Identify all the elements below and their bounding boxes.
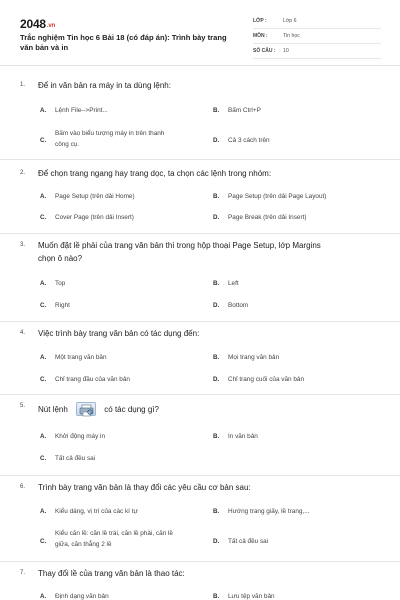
option-letter: A. bbox=[40, 354, 47, 361]
option-letter: A. bbox=[40, 433, 47, 440]
option-d[interactable]: Page Break (trên dải Insert) bbox=[228, 214, 307, 221]
option-c[interactable]: Chỉ trang đầu của văn bản bbox=[55, 376, 130, 383]
question-number: 7. bbox=[20, 570, 26, 576]
meta-value: Tin học bbox=[283, 33, 300, 39]
option-d[interactable]: Tất cả đều sai bbox=[228, 538, 269, 545]
question-number: 4. bbox=[20, 330, 26, 336]
option-c-line-1[interactable]: Kiểu căn lề: căn lề trái, căn lề phải, căn lề bbox=[55, 530, 173, 537]
option-c[interactable]: Tất cả đều sai bbox=[55, 455, 96, 462]
question-6 bbox=[0, 476, 400, 562]
option-d[interactable]: Bottom bbox=[228, 302, 249, 309]
option-letter: C. bbox=[40, 538, 47, 545]
meta-label: LỚP : bbox=[253, 18, 267, 24]
option-letter: B. bbox=[213, 508, 220, 515]
option-letter: A. bbox=[40, 593, 47, 600]
option-letter: B. bbox=[213, 193, 220, 200]
option-b[interactable]: Lưu tệp văn bản bbox=[228, 593, 275, 600]
question-text: Thay đổi lề của trang văn bản là thao tác: bbox=[38, 569, 185, 578]
question-text bbox=[38, 403, 383, 417]
option-letter: C. bbox=[40, 137, 47, 144]
option-letter: D. bbox=[213, 376, 220, 383]
option-letter: B. bbox=[213, 433, 220, 440]
option-letter: A. bbox=[40, 508, 47, 515]
option-letter: D. bbox=[213, 214, 220, 221]
option-letter: D. bbox=[213, 538, 220, 545]
option-a[interactable]: Page Setup (trên dải Home) bbox=[55, 193, 135, 200]
question-number: 2. bbox=[20, 170, 26, 176]
meta-row-class bbox=[253, 14, 381, 29]
option-a[interactable]: Top bbox=[55, 280, 66, 287]
question-5 bbox=[0, 395, 400, 476]
option-a[interactable]: Khởi động máy in bbox=[55, 433, 106, 440]
option-d[interactable]: Chỉ trang cuối của văn bản bbox=[228, 376, 305, 383]
logo-suffix: .vn bbox=[46, 23, 55, 29]
option-c-line-1[interactable]: Bấm vào biểu tượng máy in trên thanh bbox=[55, 130, 165, 137]
option-a[interactable]: Kiểu dáng, vị trí của các kí tự bbox=[55, 508, 138, 515]
option-letter: A. bbox=[40, 280, 47, 287]
question-number: 1. bbox=[20, 82, 26, 88]
option-b[interactable]: Bấm Ctrl+P bbox=[228, 107, 261, 114]
question-7 bbox=[0, 562, 400, 600]
option-b[interactable]: Hướng trang giấy, lề trang,... bbox=[228, 508, 310, 515]
option-b[interactable]: Left bbox=[228, 280, 239, 287]
question-text-line-2: chọn ô nào? bbox=[38, 254, 83, 263]
option-letter: C. bbox=[40, 302, 47, 309]
option-letter: B. bbox=[213, 107, 220, 114]
question-text: Trình bày trang văn bản là thay đổi các yêu cầu cơ bản sau: bbox=[38, 483, 251, 492]
option-letter: A. bbox=[40, 107, 47, 114]
option-letter: D. bbox=[213, 302, 220, 309]
meta-row-count bbox=[253, 44, 381, 59]
meta-value: Lớp 6 bbox=[283, 18, 297, 24]
option-b[interactable]: In văn bản bbox=[228, 433, 258, 440]
meta-row-subject bbox=[253, 29, 381, 44]
option-letter: C. bbox=[40, 376, 47, 383]
option-a[interactable]: Lệnh File-->Print... bbox=[55, 107, 108, 114]
question-text-line-1: Muốn đặt lề phải của trang văn bản thì trong hộp thoại Page Setup, lớp Margins bbox=[38, 241, 321, 250]
question-2 bbox=[0, 160, 400, 234]
meta-value: 10 bbox=[283, 48, 289, 54]
question-text: Việc trình bày trang văn bản có tác dụng đến: bbox=[38, 329, 200, 338]
option-letter: C. bbox=[40, 214, 47, 221]
option-a[interactable]: Định dạng văn bản bbox=[55, 593, 109, 600]
question-3 bbox=[0, 234, 400, 322]
quiz-meta bbox=[253, 14, 381, 59]
question-text-before: Nút lệnh bbox=[38, 405, 68, 415]
option-letter: B. bbox=[213, 354, 220, 361]
question-text: Để in văn bản ra máy in ta dùng lệnh: bbox=[38, 81, 171, 90]
site-logo[interactable] bbox=[20, 17, 55, 31]
question-text-after: có tác dụng gì? bbox=[104, 405, 159, 415]
option-c-line-2[interactable]: giữa, căn thẳng 2 lề bbox=[55, 541, 112, 548]
question-number: 5. bbox=[20, 403, 26, 409]
meta-label: SỐ CÂU : bbox=[253, 48, 276, 54]
question-4 bbox=[0, 322, 400, 395]
logo-text: 2048 bbox=[20, 17, 46, 31]
option-letter: B. bbox=[213, 280, 220, 287]
question-text: Để chọn trang ngang hay trang dọc, ta chọn các lệnh trong nhóm: bbox=[38, 169, 272, 178]
option-c[interactable]: Cover Page (trên dải Insert) bbox=[55, 214, 134, 221]
option-letter: C. bbox=[40, 455, 47, 462]
option-letter: B. bbox=[213, 593, 220, 600]
option-c-line-2[interactable]: công cụ. bbox=[55, 141, 80, 148]
option-c[interactable]: Right bbox=[55, 302, 70, 309]
quiz-title: Trắc nghiệm Tin học 6 Bài 18 (có đáp án): Trình bày trang văn bản và in bbox=[20, 33, 227, 52]
question-1 bbox=[0, 66, 400, 160]
option-letter: A. bbox=[40, 193, 47, 200]
question-number: 6. bbox=[20, 484, 26, 490]
option-b[interactable]: Page Setup (trên dải Page Layout) bbox=[228, 193, 327, 200]
option-letter: D. bbox=[213, 137, 220, 144]
meta-label: MÔN : bbox=[253, 33, 268, 39]
quiz-header bbox=[0, 0, 400, 66]
option-b[interactable]: Mọi trang văn bản bbox=[228, 354, 280, 361]
question-number: 3. bbox=[20, 242, 26, 248]
option-a[interactable]: Một trang văn bản bbox=[55, 354, 107, 361]
option-d[interactable]: Cả 3 cách trên bbox=[228, 137, 270, 144]
print-preview-icon bbox=[76, 402, 96, 416]
